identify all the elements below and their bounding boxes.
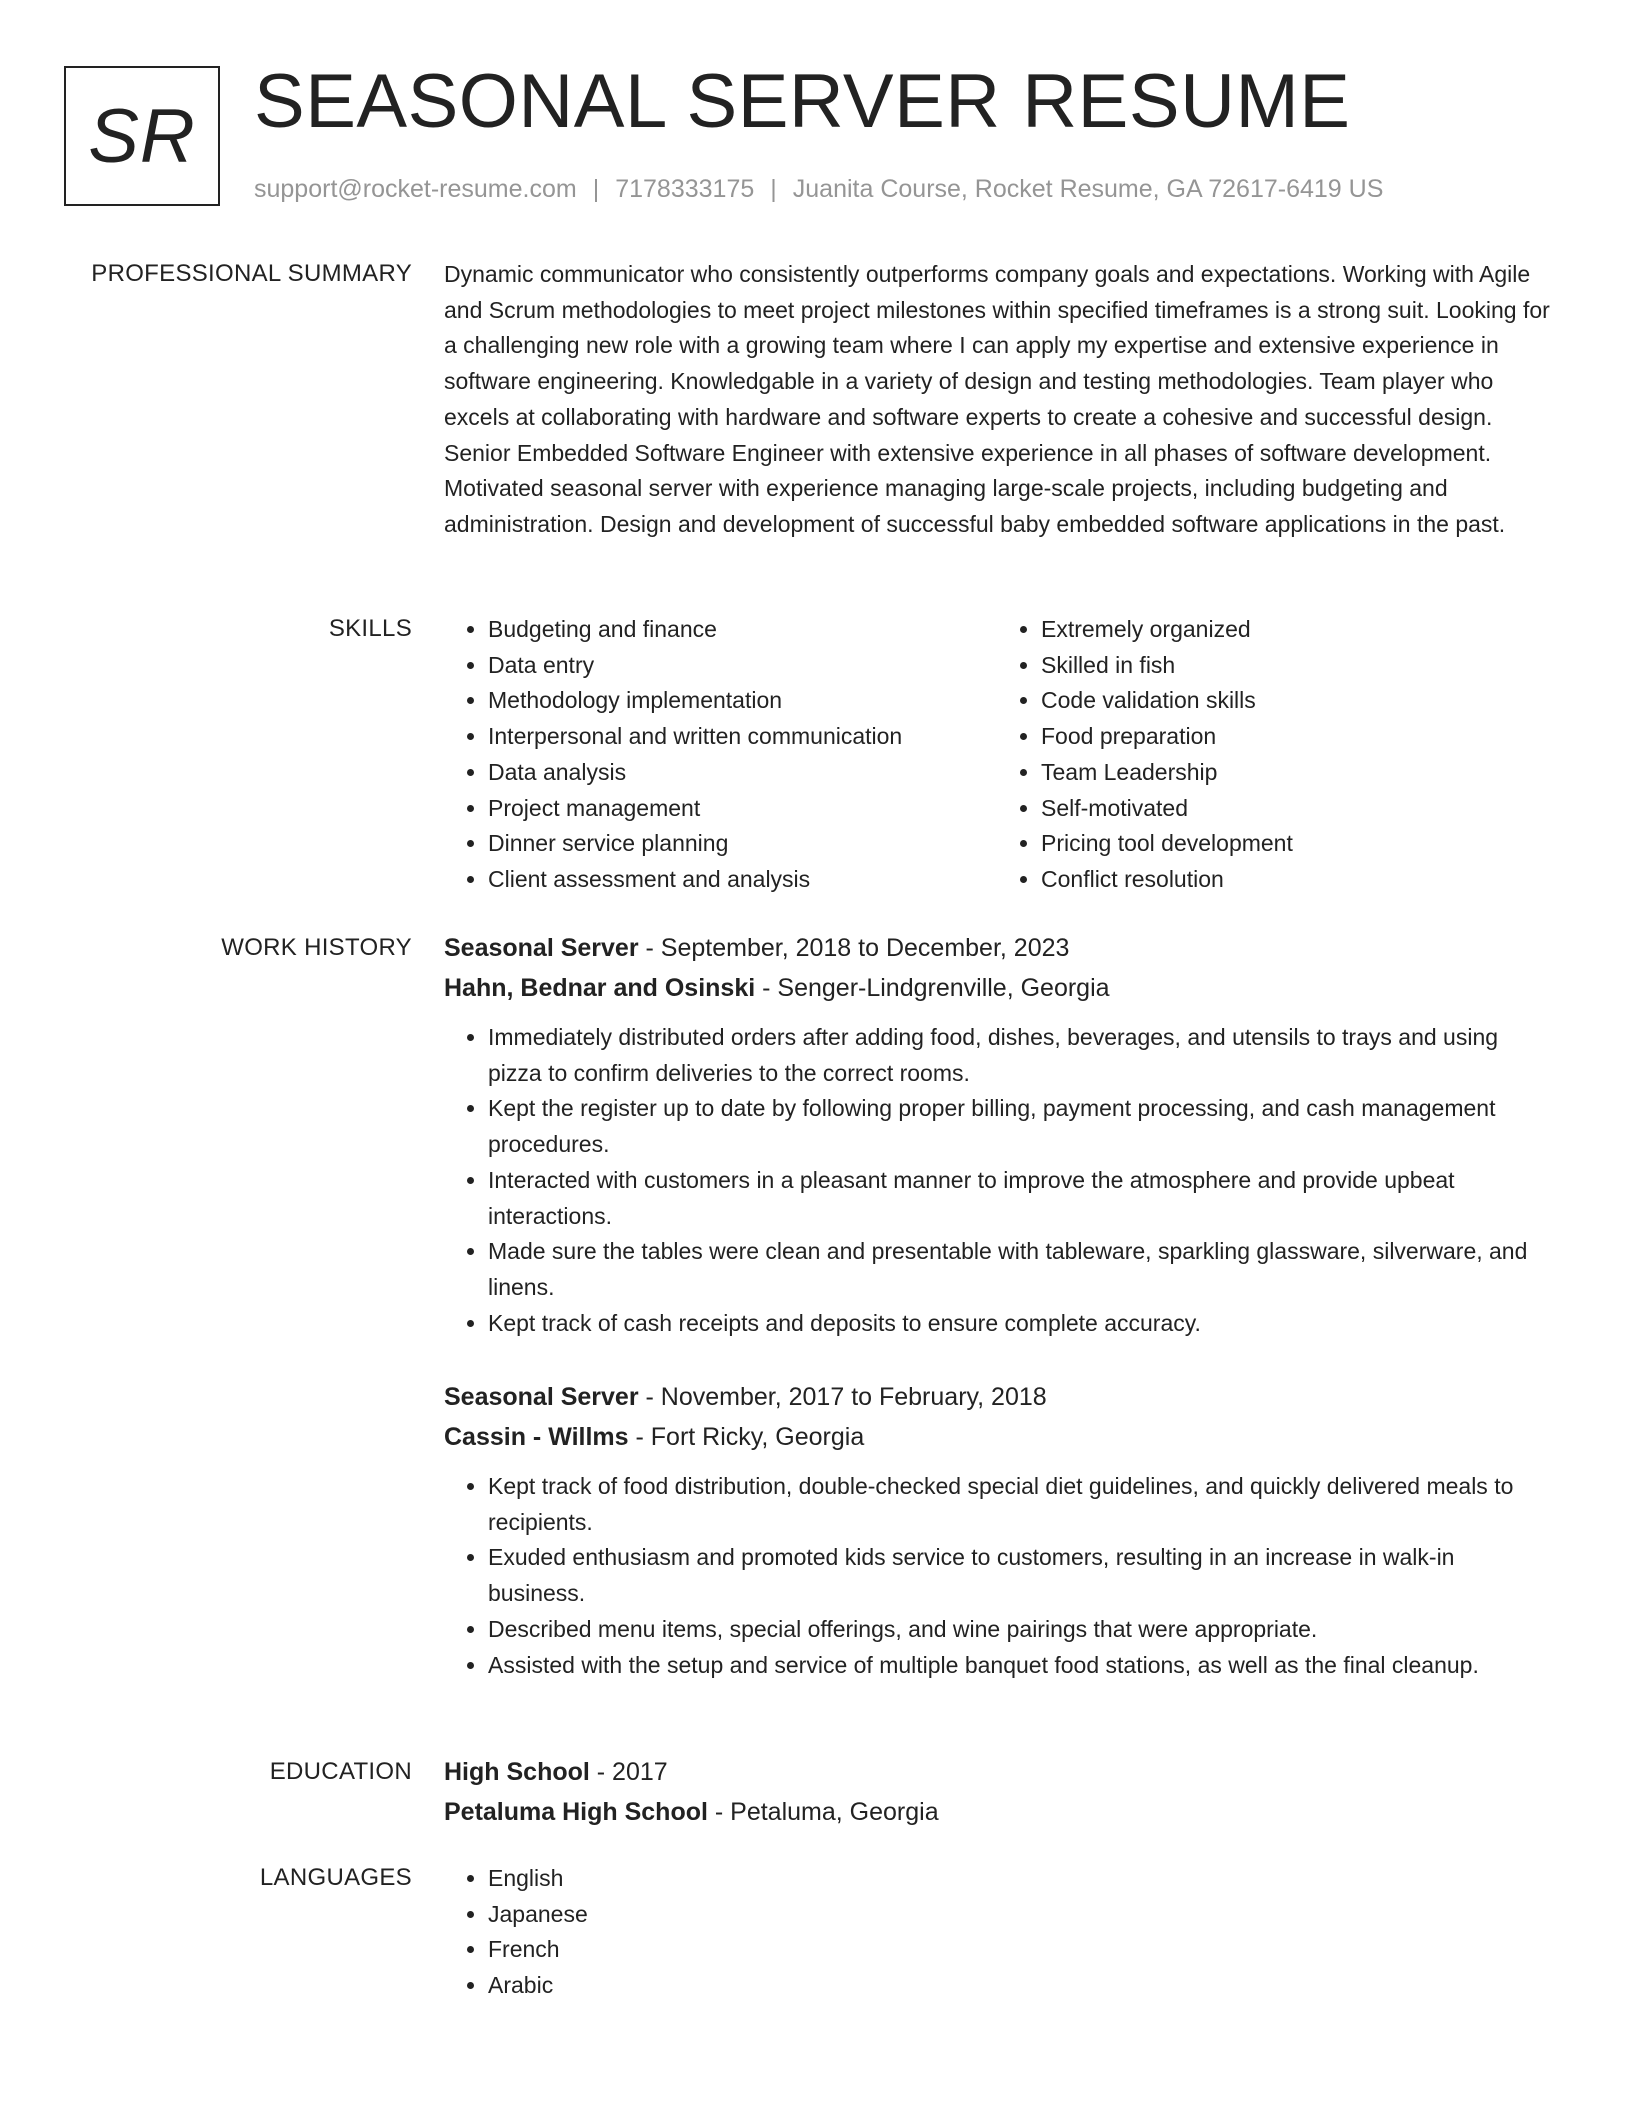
job-company: Cassin - Willms [444, 1423, 629, 1451]
contact-phone: 7178333175 [615, 175, 755, 203]
education-degree-line [444, 1752, 1550, 1792]
skills-list-left [444, 612, 997, 898]
contact-separator: | [770, 175, 777, 203]
job-bullet-list [444, 1469, 1550, 1683]
skill-item: • Food preparation [1041, 719, 1550, 755]
skills-list-right [997, 612, 1550, 898]
skill-item: • Team Leadership [1041, 755, 1550, 791]
skill-item: • Project management [488, 791, 997, 827]
job-dates: - November, 2017 to February, 2018 [638, 1383, 1047, 1411]
monogram: SR [64, 66, 220, 206]
job-dates: - September, 2018 to December, 2023 [638, 934, 1070, 962]
section-label-work-history: WORK HISTORY [221, 934, 412, 961]
job-bullet: • Kept track of cash receipts and deposits to ensure complete accuracy. [488, 1306, 1550, 1342]
languages-list [444, 1861, 1550, 2004]
job-title: Seasonal Server [444, 1383, 639, 1411]
job-bullet: • Immediately distributed orders after adding food, dishes, beverages, and utensils to trays and using pizza to confirm deliveries to the correct rooms. [488, 1020, 1550, 1091]
section-label-languages: LANGUAGES [259, 1864, 412, 1891]
contact-separator: | [592, 175, 600, 203]
job-company-line [444, 968, 1550, 1008]
skill-item: • Conflict resolution [1041, 862, 1550, 898]
job-bullet: • Described menu items, special offerings, and wine pairings that were appropriate. [488, 1612, 1550, 1648]
job-entry [444, 928, 1550, 1341]
job-bullet: • Exuded enthusiasm and promoted kids service to customers, resulting in an increase in walk-in business. [488, 1540, 1550, 1611]
skill-item: • Skilled in fish [1041, 648, 1550, 684]
contact-line [254, 172, 1383, 206]
page-title: SEASONAL SERVER RESUME [254, 59, 1351, 144]
skill-item: • Client assessment and analysis [488, 862, 997, 898]
education-school-line [444, 1792, 1550, 1832]
education-school: Petaluma High School [444, 1798, 708, 1826]
job-bullet: • Kept the register up to date by following proper billing, payment processing, and cash management procedures. [488, 1091, 1550, 1162]
job-title-line [444, 1377, 1550, 1417]
skill-item: • Budgeting and finance [488, 612, 997, 648]
job-location: - Senger-Lindgrenville, Georgia [755, 974, 1110, 1002]
job-bullet: • Kept track of food distribution, double-checked special diet guidelines, and quickly delivered meals to recipients. [488, 1469, 1550, 1540]
job-bullet: • Interacted with customers in a pleasant manner to improve the atmosphere and provide upbeat interactions. [488, 1163, 1550, 1234]
section-label-education: EDUCATION [269, 1758, 412, 1785]
education-location: - Petaluma, Georgia [707, 1798, 939, 1826]
education-year: - 2017 [589, 1758, 668, 1786]
job-location: - Fort Ricky, Georgia [628, 1423, 865, 1451]
language-item: • Arabic [488, 1968, 1550, 2004]
skill-item: • Code validation skills [1041, 683, 1550, 719]
language-item: • English [488, 1861, 1550, 1897]
skill-item: • Dinner service planning [488, 826, 997, 862]
contact-address: Juanita Course, Rocket Resume, GA 72617-6419 US [792, 175, 1384, 203]
job-title-line [444, 928, 1550, 968]
job-bullet-list [444, 1020, 1550, 1341]
skill-item: • Self-motivated [1041, 791, 1550, 827]
section-label-summary: PROFESSIONAL SUMMARY [91, 260, 412, 287]
skill-item: • Extremely organized [1041, 612, 1550, 648]
job-company-line [444, 1417, 1550, 1457]
skill-item: • Interpersonal and written communication [488, 719, 997, 755]
job-bullet: • Assisted with the setup and service of multiple banquet food stations, as well as the final cleanup. [488, 1648, 1550, 1684]
skill-item: • Data analysis [488, 755, 997, 791]
skill-item: • Data entry [488, 648, 997, 684]
language-item: • Japanese [488, 1897, 1550, 1933]
job-bullet: • Made sure the tables were clean and presentable with tableware, sparkling glassware, silverware, and linens. [488, 1234, 1550, 1305]
job-entry [444, 1377, 1550, 1683]
skill-item: • Pricing tool development [1041, 826, 1550, 862]
education-degree: High School [444, 1758, 590, 1786]
summary-text: Dynamic communicator who consistently outperforms company goals and expectations. Working with Agile and Scrum methodologies to meet project milestones within specified timeframes is a strong suit. Looking for a challenging new role with a growing team where I can apply my expertise and extensive experience in software engineering. Knowledgable in a variety of design and testing methodologies. Team player who excels at collaborating with hardware and software experts to create a cohesive and successful design. Senior Embedded Software Engineer with extensive experience in all phases of software development. Motivated seasonal server with experience managing large-scale projects, including budgeting and administration. Design and development of successful baby embedded software applications in the past. [444, 261, 1550, 537]
skills-grid [444, 612, 1550, 898]
job-company: Hahn, Bednar and Osinski [444, 974, 756, 1002]
skill-item: • Methodology implementation [488, 683, 997, 719]
job-title: Seasonal Server [444, 934, 639, 962]
contact-email: support@rocket-resume.com [254, 175, 577, 203]
language-item: • French [488, 1932, 1550, 1968]
section-label-skills: SKILLS [328, 615, 412, 642]
